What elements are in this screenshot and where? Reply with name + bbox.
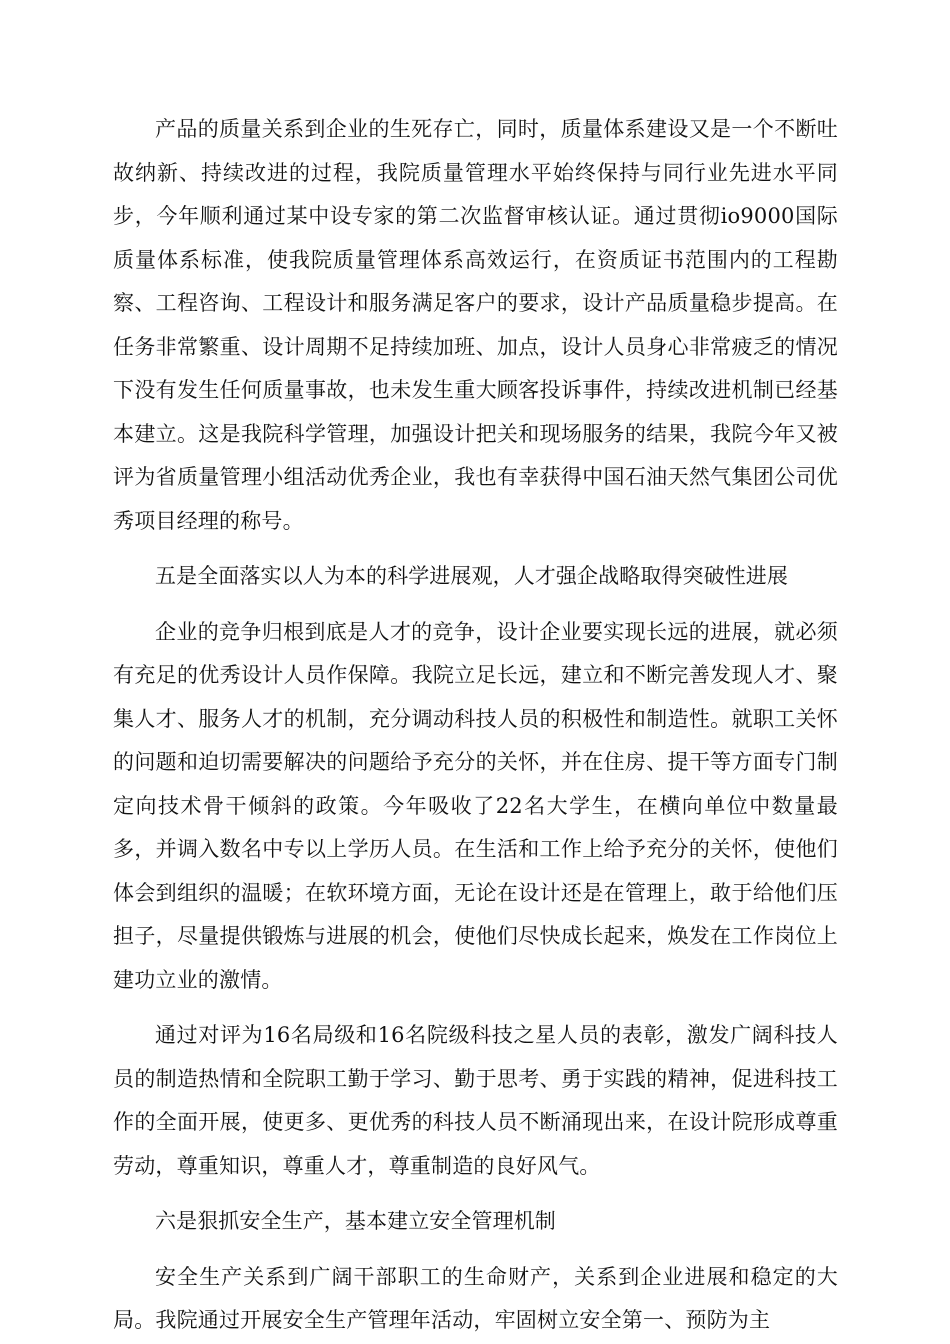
paragraph-safety-production: 安全生产关系到广阔干部职工的生命财产，关系到企业进展和稳定的大局。我院通过开展安全生产管理年活动，牢固树立安全第一、预防为主 bbox=[113, 1264, 838, 1332]
paragraph-tech-star-commendation: 通过对评为16名局级和16名院级科技之星人员的表彰，激发广阔科技人员的制造热情和全院职工勤于学习、勤于思考、勇于实践的精神，促进科技工作的全面开展，使更多、更优秀的科技人员不断涌现出来，在设计院形成尊重劳动，尊重知识，尊重人才，尊重制造的良好风气。 bbox=[113, 1023, 838, 1178]
document-page bbox=[113, 108, 838, 1343]
paragraph-quality-management: 产品的质量关系到企业的生死存亡，同时，质量体系建设又是一个不断吐故纳新、持续改进的过程，我院质量管理水平始终保持与同行业先进水平同步，今年顺利通过某中设专家的第二次监督审核认证。通过贯彻io9000国际质量体系标准，使我院质量管理体系高效运行，在资质证书范围内的工程勘察、工程咨询、工程设计和服务满足客户的要求，设计产品质量稳步提高。在任务非常繁重、设计周期不足持续加班、加点，设计人员身心非常疲乏的情况下没有发生任何质量事故，也未发生重大顾客投诉事件，持续改进机制已经基本建立。这是我院科学管理，加强设计把关和现场服务的结果，我院今年又被评为省质量管理小组活动优秀企业，我也有幸获得中国石油天然气集团公司优秀项目经理的称号。 bbox=[113, 117, 838, 533]
paragraph-talent-competition: 企业的竞争归根到底是人才的竞争，设计企业要实现长远的进展，就必须有充足的优秀设计人员作保障。我院立足长远，建立和不断完善发现人才、聚集人才、服务人才的机制，充分调动科技人员的积极性和制造性。就职工关怀的问题和迫切需要解决的问题给予充分的关怀，并在住房、提干等方面专门制定向技术骨干倾斜的政策。今年吸收了22名大学生，在横向单位中数量最多，并调入数名中专以上学历人员。在生活和工作上给予充分的关怀，使他们体会到组织的温暖；在软环境方面，无论在设计还是在管理上，敢于给他们压担子，尽量提供锻炼与进展的机会，使他们尽快成长起来，焕发在工作岗位上建功立业的激情。 bbox=[113, 619, 838, 992]
section-heading-safety-production: 六是狠抓安全生产，基本建立安全管理机制 bbox=[155, 1209, 556, 1233]
section-heading-talent-strategy: 五是全面落实以人为本的科学进展观，人才强企战略取得突破性进展 bbox=[155, 564, 788, 588]
